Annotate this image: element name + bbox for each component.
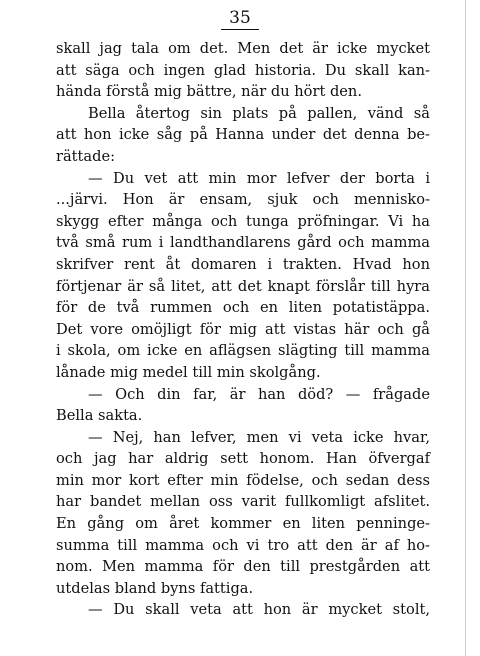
page-number-text: 35	[221, 8, 259, 30]
text-line: Bella sakta.	[56, 407, 143, 425]
text-line: hända förstå mig bättre, när du hört den.	[56, 83, 362, 101]
text-line: för de två rummen och en liten potatistäppa.	[56, 299, 430, 317]
body-text	[56, 38, 430, 621]
text-line: En gång om året kommer en liten penninge-	[56, 515, 430, 533]
text-line: Det vore omöjligt för mig att vistas här och gå	[56, 320, 430, 338]
text-line: nom. Men mamma för den till prestgården att	[56, 558, 430, 576]
text-line: ...järvi. Hon är ensam, sjuk och mennisko-	[56, 191, 430, 209]
text-line: att hon icke såg på Hanna under det denna be-	[56, 126, 430, 144]
text-line: — Nej, han lefver, men vi veta icke hvar,	[88, 428, 430, 446]
text-line: — Och din far, är han död? — frågade	[88, 385, 430, 403]
text-line: Bella återtog sin plats på pallen, vänd så	[88, 104, 430, 122]
text-line: skall jag tala om det. Men det är icke mycket	[56, 40, 430, 57]
text-line: — Du skall veta att hon är mycket stolt,	[88, 601, 430, 619]
text-line: förtjenar är så litet, att det knapt förslår till hyra	[56, 277, 430, 295]
text-line: summa till mamma och vi tro att den är af ho-	[56, 536, 430, 554]
page-number	[0, 8, 480, 30]
text-line: och jag har aldrig sett honom. Han öfvergaf	[56, 450, 430, 468]
text-line: rättade:	[56, 147, 116, 165]
text-line: — Du vet att min mor lefver der borta i	[88, 169, 430, 187]
text-line: utdelas bland byns fattiga.	[56, 579, 254, 597]
text-line: två små rum i landthandlarens gård och mamma	[56, 234, 430, 252]
text-line: att säga och ingen glad historia. Du skall kan-	[56, 61, 430, 79]
text-line: min mor kort efter min födelse, och sedan dess	[56, 471, 430, 489]
text-line: skrifver rent åt domaren i trakten. Hvad hon	[56, 255, 430, 273]
text-line: har bandet mellan oss varit fullkomligt afslitet.	[56, 493, 430, 511]
page-edge-rule	[465, 0, 466, 656]
text-line: lånade mig medel till min skolgång.	[56, 363, 321, 381]
text-line: skygg efter många och tunga pröfningar. Vi ha	[56, 212, 430, 230]
text-line: i skola, om icke en aflägsen slägting till mamma	[56, 342, 430, 360]
